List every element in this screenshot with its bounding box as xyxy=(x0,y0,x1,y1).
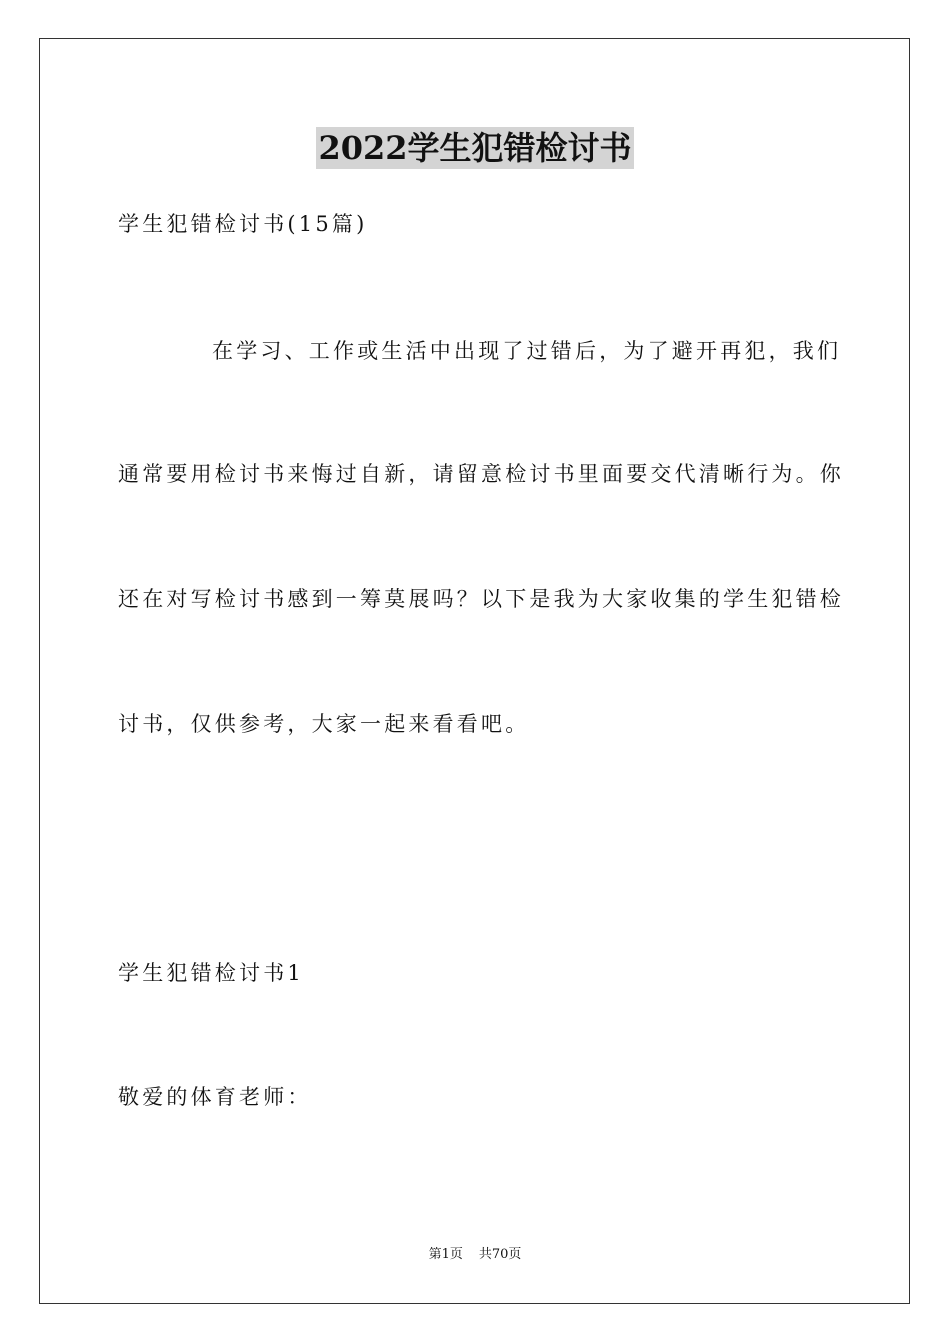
page-total: 共70页 xyxy=(478,1247,522,1262)
page-footer xyxy=(0,1246,950,1264)
intro-line-3: 还在对写检讨书感到一筹莫展吗？以下是我为大家收集的学生犯错检 xyxy=(118,587,844,611)
document-title: 2022学生犯错检讨书 xyxy=(318,129,632,167)
section-heading: 学生犯错检讨书1 xyxy=(118,961,304,985)
intro-line-4: 讨书，仅供参考，大家一起来看看吧。 xyxy=(118,712,530,736)
title-container xyxy=(0,127,950,169)
intro-line-2: 通常要用检讨书来悔过自新，请留意检讨书里面要交代清晰行为。你 xyxy=(118,462,844,486)
page-number: 第1页 xyxy=(428,1247,463,1262)
document-subtitle: 学生犯错检讨书(15篇) xyxy=(118,212,368,236)
salutation: 敬爱的体育老师： xyxy=(118,1085,312,1109)
intro-line-1: 在学习、工作或生活中出现了过错后，为了避开再犯，我们 xyxy=(212,339,842,363)
